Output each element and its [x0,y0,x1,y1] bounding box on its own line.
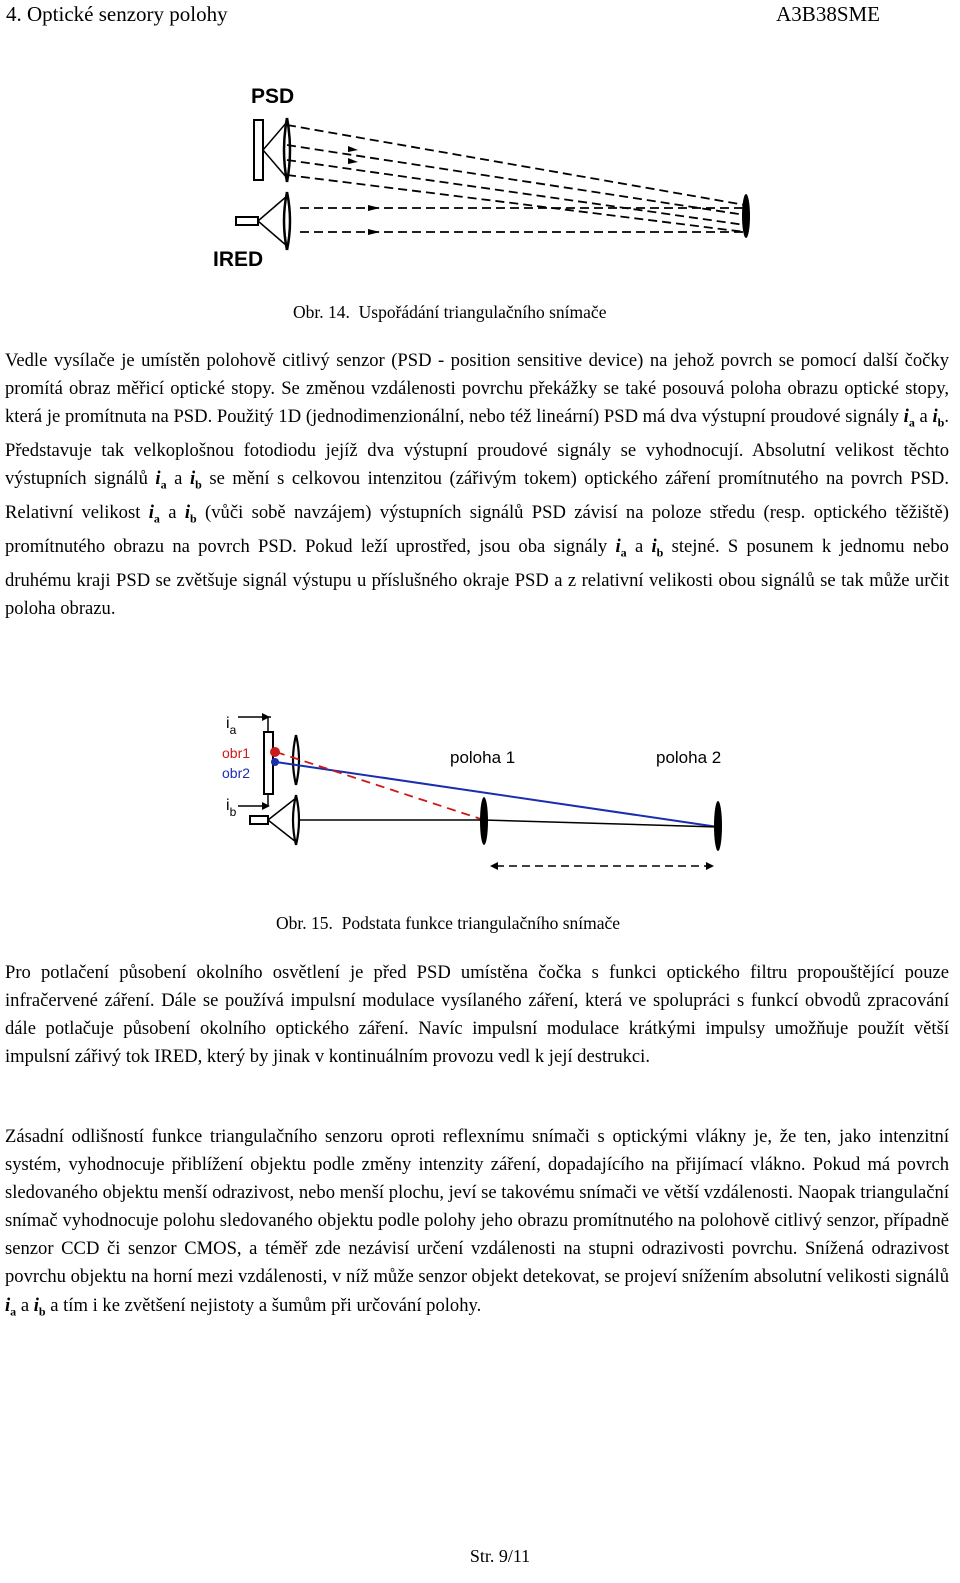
signal-ib: $i_b$ [651,535,664,560]
para1-text-c: . Představuje tak velkoplošnou fotodiodu jejíž dva výstupní proudové signály se vyhodnocují. Absolutní velikost těchto výstupních signálů [5,406,949,490]
figure-15-number: Obr. 15. [276,913,333,933]
label-obr1: obr1 [222,745,251,761]
para1-text-h: a [626,535,652,557]
label-obr2: obr2 [222,765,251,781]
figure-15-title: Podstata funkce triangulačního snímače [341,913,621,933]
ired-emitter-2 [250,816,268,824]
para1-text-a: Vedle vysílače je umístěn polohově citlivý senzor (PSD - position sensitive device) na jehož povrch se pomocí další čočky promítá obraz měřicí optické stopy. Se změnou vzdálenosti povrchu překážky se také posouvá poloha obrazu optické stopy, která je promítnuta na PSD. Použitý 1D (jednodimenzionální, nebo též lineární) PSD má dva výstupní proudové signály [5,350,949,428]
para1-text-e: se mění s celkovou intenzitou (zářivým tokem) optického záření promítnutého na povrch PSD. Relativní velikost [5,468,949,523]
para1-text-g: (vůči sobě navzájem) výstupních signálů PSD závisí na poloze středu (resp. optického těžiště) promítnutého obrazu na povrch PSD. Pokud leží uprostřed, jsou oba signály [5,501,949,557]
para1-text-b: a [914,406,933,428]
header-chapter-title: 4. Optické senzory polohy [6,2,228,26]
signal-ia: $i_a$ [5,1294,17,1319]
signal-ib: $i_b$ [184,501,197,526]
label-ib: $i_b$ [226,797,237,819]
ray-position-2 [276,762,718,827]
page-footer [0,1546,960,1567]
label-ia: $i_a$ [226,715,237,737]
signal-ia: $i_a$ [148,501,160,526]
signal-ib: $i_b$ [189,468,202,492]
label-poloha-1: poloha 1 [450,748,516,767]
figure-15-caption [276,913,620,934]
figure-14-number: Obr. 14. [293,302,350,322]
label-poloha-2: poloha 2 [656,748,722,767]
paragraph-triangulation-comparison [5,1123,949,1325]
para3-text-a: Zásadní odlišností funkce triangulačního senzoru oproti reflexnímu snímači s optickými vlákny je, že ten, jako intenzitní systém, vyhodnocuje přiblížení objektu podle změny intenzity záření, dopadajícího na přijímací vlákno. Pokud má povrch sledovaného objektu menší odrazivost, nebo menší plochu, jeví se takovému snímači ve větší vzdálenosti. Naopak triangulační snímač vyhodnocuje polohu sledovaného objektu podle polohy jeho obrazu promítnutého na polohově citlivý senzor, případně senzor CCD či senzor CMOS, a téměř zde nezávisí určení vzdálenosti na stupni odrazivosti povrchu. Snížená odrazivost povrchu objektu na horní mezi vzdálenosti, v níž může senzor objekt detekovat, se projeví snížením absolutní velikosti signálů [5,1126,949,1288]
signal-ib: $i_b$ [33,1294,46,1319]
para3-text-b: a [16,1294,34,1316]
signal-ia: $i_a$ [155,468,167,492]
signal-ia: $i_a$ [903,406,915,430]
header-course-code: A3B38SME [776,2,880,26]
paragraph-filter-modulation: Pro potlačení působení okolního osvětlení je před PSD umístěna čočka s funkci optického filtru propouštějící pouze infračervené záření. Dále se používá impulsní modulace vysílaného záření, která ve spolupráci s funkcí obvodů zpracování dále potlačuje působení okolního optického záření. Navíc impulsní modulace krátkými impulsy umožňuje použít větší impulsní zářivý tok IRED, který by jinak v kontinuálním provozu vedl k její destrukci. [5,962,949,1068]
para1-text-i: stejné. S posunem k jednomu nebo druhému kraji PSD se zvětšuje signál výstupu u příslušného okraje PSD a z relativní velikosti obou signálů se tak může určit poloha obrazu. [5,535,949,619]
signal-ib: $i_b$ [932,406,945,430]
ired-label: IRED [213,248,264,271]
object-position-2 [714,801,722,851]
figure-14-title: Uspořádání triangulačního snímače [358,302,607,322]
para1-text-f: a [159,501,185,523]
object-position-1 [480,797,488,845]
para3-text-c: a tím i ke zvětšení nejistoty a šumům při určování polohy. [45,1294,482,1316]
page-number: Str. 9/11 [469,1546,531,1566]
signal-ia: $i_a$ [615,535,627,560]
psd-label: PSD [251,85,295,108]
para1-text-d: a [166,468,190,490]
